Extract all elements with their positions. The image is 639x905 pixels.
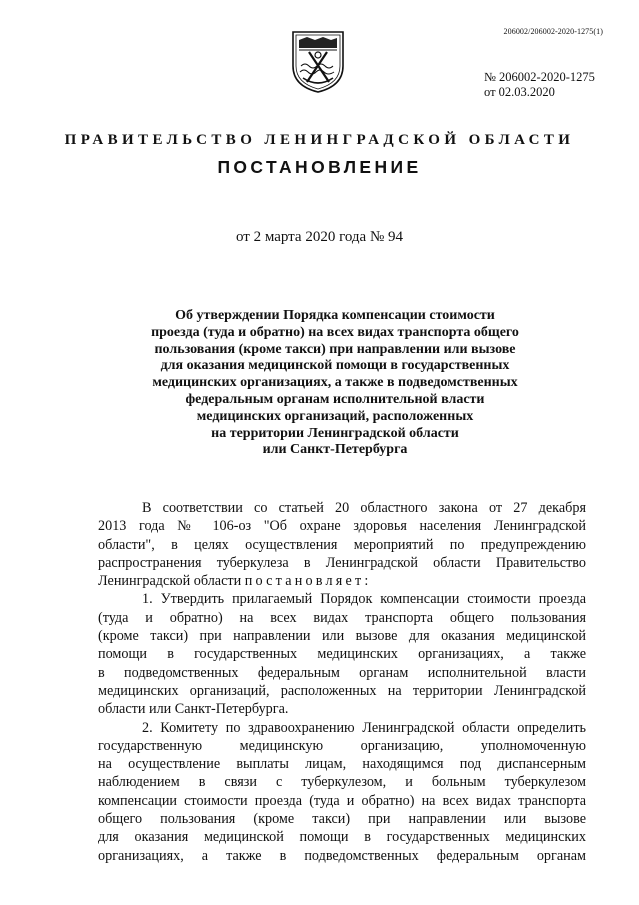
body-line: на осуществление выплаты лицам, находящимся под диспансерным xyxy=(98,756,586,773)
registration-number: № 206002-2020-1275 xyxy=(484,70,595,84)
body-line: (туда и обратно) на всех видах транспорта общего пользования xyxy=(98,609,586,626)
document-id: 206002/206002-2020-1275(1) xyxy=(503,27,603,36)
subject-line: Об утверждении Порядка компенсации стоимости xyxy=(175,308,495,323)
subject-line: пользования (кроме такси) при направлении или вызове xyxy=(154,341,516,357)
body-line: помощи в государственных медицинских организациях, а также xyxy=(98,646,586,663)
resolves-word: постановляет: xyxy=(244,573,372,590)
body-line: 2013 года № 106-оз "Об охране здоровья населения Ленинградской xyxy=(98,518,586,535)
body-line: распространения туберкулеза в Ленинградской области Правительство xyxy=(98,554,586,571)
body-line: 2. Комитету по здравоохранению Ленинградской области определить xyxy=(142,719,586,736)
body-line: В соответствии со статьей 20 областного закона от 27 декабря xyxy=(142,500,586,516)
item-2-paragraph xyxy=(98,719,586,865)
document-type-title: ПОСТАНОВЛЕНИЕ xyxy=(217,157,422,177)
body-line: области", в целях осуществления мероприятий по предупреждению xyxy=(98,536,586,553)
decree-subject xyxy=(100,308,570,459)
preamble-paragraph xyxy=(98,499,586,590)
decree-body xyxy=(98,499,586,865)
subject-line: медицинских организациях, а также в подведомственных xyxy=(152,375,518,391)
body-line xyxy=(98,572,586,590)
body-line: в подведомственных федеральным органам исполнительной власти xyxy=(98,664,586,681)
body-line: организациях, а также в подведомственных федеральным органам xyxy=(98,847,586,864)
registration-date: от 02.03.2020 xyxy=(484,85,555,99)
body-line: 1. Утвердить прилагаемый Порядок компенсации стоимости проезда xyxy=(142,591,586,608)
coat-of-arms-emblem-icon xyxy=(285,26,351,94)
body-line: (кроме такси) при направлении или вызове для оказания медицинской xyxy=(98,628,586,645)
subject-line: для оказания медицинской помощи в государственных xyxy=(160,358,510,374)
preamble-end-text: Ленинградской области xyxy=(98,573,245,590)
body-line: области или Санкт-Петербурга. xyxy=(98,701,289,718)
registration-info xyxy=(484,70,595,100)
body-line: общего пользования (кроме такси) при направлении или вызове xyxy=(98,811,586,828)
body-line: для оказания медицинской помощи в государственных медицинских xyxy=(98,829,586,846)
subject-line: проезда (туда и обратно) на всех видах транспорта общего xyxy=(151,324,519,340)
subject-line: медицинских организаций, расположенных xyxy=(196,408,474,424)
body-line: наблюдением в связи с туберкулезом, и больным туберкулезом xyxy=(98,774,586,791)
subject-line: на территории Ленинградской области xyxy=(211,425,459,441)
item-1-paragraph xyxy=(98,590,586,718)
body-line: компенсации стоимости проезда (туда и обратно) на всех видах транспорта xyxy=(98,792,586,809)
body-line: медицинских организаций, расположенных на территории Ленинградской xyxy=(98,682,586,699)
subject-line: федеральным органам исполнительной власти xyxy=(185,391,485,407)
government-title: ПРАВИТЕЛЬСТВО ЛЕНИНГРАДСКОЙ ОБЛАСТИ xyxy=(64,132,575,148)
subject-line: или Санкт-Петербурга xyxy=(262,442,408,458)
decree-date-line: от 2 марта 2020 года № 94 xyxy=(235,229,404,245)
body-line: государственную медицинскую организацию, уполномоченную xyxy=(98,737,586,754)
